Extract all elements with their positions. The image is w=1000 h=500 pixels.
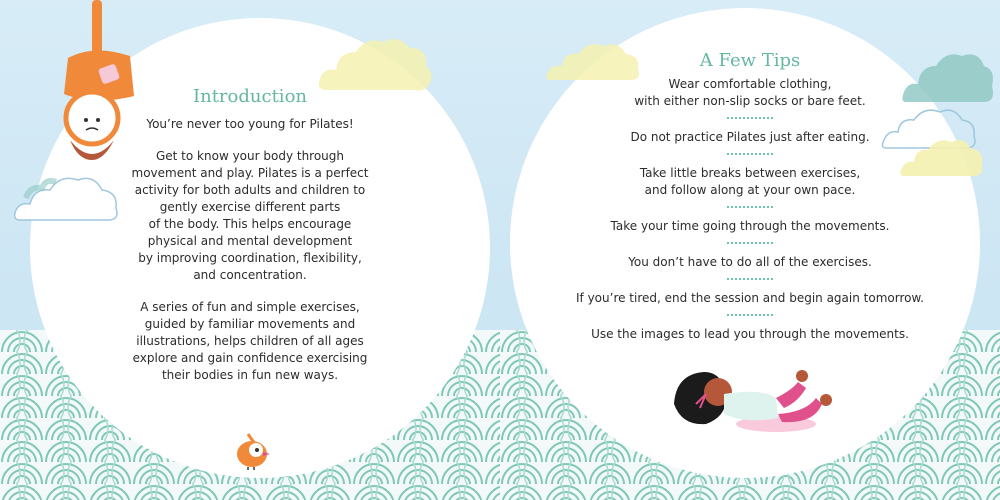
bird-illustration bbox=[232, 430, 272, 470]
intro-paragraph: Get to know your body through movement and play. Pilates is a perfect activity for both adults and children to gently exercise different parts of the body. This helps encourage physical and mental development by improving coordination, flexibility, and concentration. bbox=[131, 149, 369, 282]
tip-item: Use the images to lead you through the movements. bbox=[591, 327, 909, 341]
tips-list bbox=[500, 76, 1000, 343]
divider bbox=[727, 206, 773, 208]
page-title: Introduction bbox=[193, 86, 307, 107]
tip-item: If you’re tired, end the session and begin again tomorrow. bbox=[576, 291, 924, 305]
divider bbox=[727, 242, 773, 244]
intro-paragraph: A series of fun and simple exercises, guided by familiar movements and illustrations, helps children of all ages explore and gain confidence exercising their bodies in fun new ways. bbox=[132, 300, 368, 382]
intro-text bbox=[0, 116, 500, 399]
tip-item: Take little breaks between exercises, and follow along at your own pace. bbox=[639, 166, 861, 197]
right-page bbox=[500, 0, 1000, 500]
divider bbox=[727, 117, 773, 119]
intro-paragraph: You’re never too young for Pilates! bbox=[146, 117, 354, 131]
tip-item: Take your time going through the movements. bbox=[610, 219, 890, 233]
lying-girl-illustration bbox=[666, 354, 842, 438]
divider bbox=[727, 153, 773, 155]
divider bbox=[727, 278, 773, 280]
tip-item: Wear comfortable clothing, with either non-slip socks or bare feet. bbox=[634, 77, 866, 108]
tip-item: You don’t have to do all of the exercises. bbox=[628, 255, 872, 269]
page-title: A Few Tips bbox=[699, 50, 801, 71]
tip-item: Do not practice Pilates just after eating. bbox=[630, 130, 870, 144]
divider bbox=[727, 314, 773, 316]
